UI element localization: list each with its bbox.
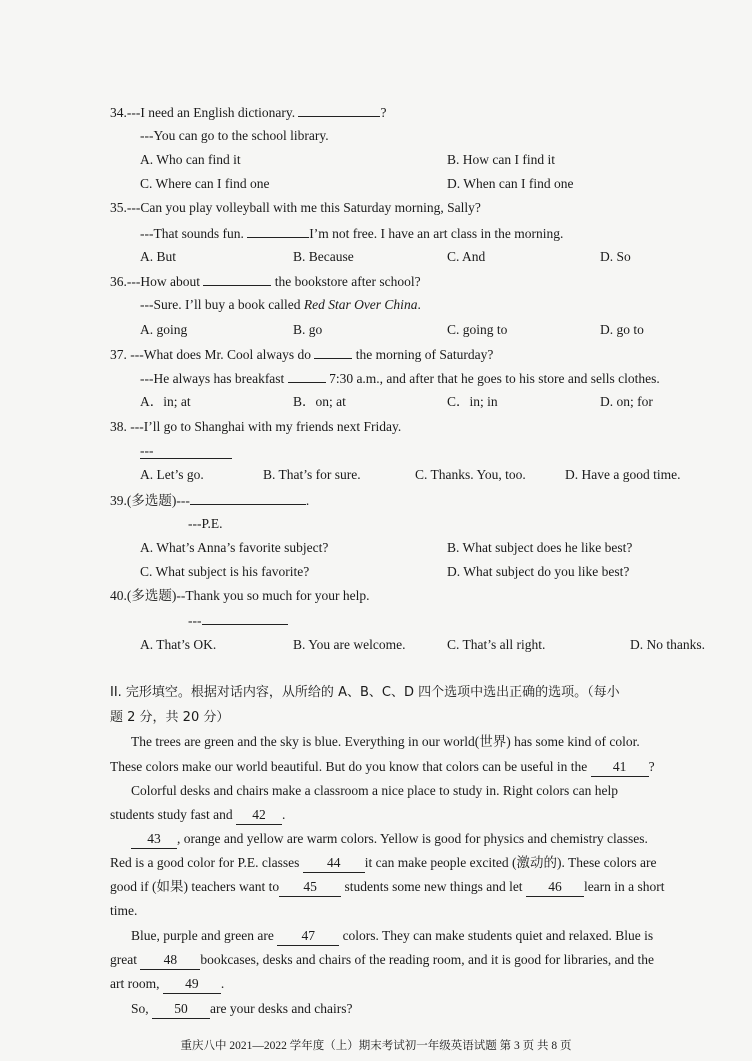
q40-blank[interactable]	[202, 611, 288, 625]
q36-option-d[interactable]: D. go to	[600, 322, 644, 337]
blank-42[interactable]: 42	[236, 806, 282, 825]
q38-option-d[interactable]: D. Have a good time.	[565, 467, 681, 482]
passage-p4-line1: Blue, purple and green are 47 colors. They can make students quiet and relaxed. Blue is	[131, 927, 653, 946]
q36-blank[interactable]	[203, 272, 271, 286]
q37-reply: ---He always has breakfast 7:30 a.m., and after that he goes to his store and sells clothes.	[140, 371, 660, 386]
q37-blank-2[interactable]	[288, 369, 326, 383]
blank-47[interactable]: 47	[277, 927, 339, 946]
q39-reply: ---P.E.	[188, 516, 223, 531]
q39-option-a[interactable]: A. What’s Anna’s favorite subject?	[140, 540, 329, 555]
q38-option-a[interactable]: A. Let’s go.	[140, 467, 204, 482]
q36-option-a[interactable]: A. going	[140, 322, 188, 337]
blank-44[interactable]: 44	[303, 854, 365, 873]
q39-blank[interactable]	[190, 491, 306, 505]
q38-reply: ---	[140, 443, 154, 458]
blank-50[interactable]: 50	[152, 1000, 210, 1019]
blank-46[interactable]: 46	[526, 878, 584, 897]
blank-49[interactable]: 49	[163, 975, 221, 994]
q35-reply: ---That sounds fun. I’m not free. I have an art class in the morning.	[140, 226, 564, 241]
passage-p4-line3: art room, 49 .	[110, 975, 722, 994]
q36-option-b[interactable]: B. go	[293, 322, 323, 337]
section-heading-line2: 题 2 分，共 20 分）	[110, 710, 230, 725]
passage-p3-line2: Red is a good color for P.E. classes 44 it can make people excited (激动的). These colors are	[110, 854, 722, 873]
q34-option-c[interactable]: C. Where can I find one	[140, 176, 270, 191]
q38-option-b[interactable]: B. That’s for sure.	[263, 467, 361, 482]
blank-48[interactable]: 48	[140, 951, 200, 970]
blank-41[interactable]: 41	[591, 758, 649, 777]
q40-option-a[interactable]: A. That’s OK.	[140, 637, 217, 652]
q36-stem: 36.---How about the bookstore after school?	[110, 274, 421, 289]
passage-p2-line1: Colorful desks and chairs make a classroom a nice place to study in. Right colors can help	[131, 783, 618, 798]
blank-45[interactable]: 45	[279, 878, 341, 897]
q35-blank[interactable]	[247, 224, 309, 238]
section-heading-line1: II. 完形填空。根据对话内容，从所给的 A、B、C、D 四个选项中选出正确的选项。（每小	[110, 685, 620, 700]
q35-option-d[interactable]: D. So	[600, 249, 631, 264]
q38-blank[interactable]	[140, 458, 232, 459]
q37-option-d[interactable]: D. on; for	[600, 394, 653, 409]
q38-option-c[interactable]: C. Thanks. You, too.	[415, 467, 526, 482]
q40-stem: 40.(多选题)--Thank you so much for your help.	[110, 588, 370, 603]
passage-p3-line1: 43 , orange and yellow are warm colors. Yellow is good for physics and chemistry classes.	[131, 830, 648, 849]
q37-option-a[interactable]: A．in; at	[140, 394, 191, 409]
q38-stem: 38. ---I’ll go to Shanghai with my friends next Friday.	[110, 419, 402, 434]
passage-p4-line2: great 48 bookcases, desks and chairs of the reading room, and it is good for libraries, and the	[110, 951, 722, 970]
q37-option-c[interactable]: C．in; in	[447, 394, 498, 409]
q35-stem: 35.---Can you play volleyball with me this Saturday morning, Sally?	[110, 200, 481, 215]
q34-stem: 34.---I need an English dictionary. ?	[110, 105, 387, 120]
q34-option-b[interactable]: B. How can I find it	[447, 152, 555, 167]
q34-option-a[interactable]: A. Who can find it	[140, 152, 241, 167]
q39-option-d[interactable]: D. What subject do you like best?	[447, 564, 630, 579]
q34-option-d[interactable]: D. When can I find one	[447, 176, 574, 191]
q39-option-b[interactable]: B. What subject does he like best?	[447, 540, 633, 555]
blank-43[interactable]: 43	[131, 830, 177, 849]
q39-option-c[interactable]: C. What subject is his favorite?	[140, 564, 310, 579]
q40-option-b[interactable]: B. You are welcome.	[293, 637, 406, 652]
passage-p5: So, 50 are your desks and chairs?	[131, 1000, 352, 1019]
q37-option-b[interactable]: B．on; at	[293, 394, 346, 409]
q40-option-d[interactable]: D. No thanks.	[630, 637, 705, 652]
q40-reply: ---	[188, 611, 288, 630]
q35-option-c[interactable]: C. And	[447, 249, 486, 264]
q36-option-c[interactable]: C. going to	[447, 322, 508, 337]
passage-p3-line3: good if (如果) teachers want to 45 students some new things and let 46 learn in a short	[110, 878, 722, 897]
page-footer: 重庆八中 2021—2022 学年度（上）期末考试初一年级英语试题 第 3 页 共 8 页	[180, 1040, 572, 1052]
q35-option-b[interactable]: B. Because	[293, 249, 354, 264]
q39-stem: 39.(多选题)--- .	[110, 493, 310, 508]
passage-p1-line2: These colors make our world beautiful. But do you know that colors can be useful in the 41 ?	[110, 758, 722, 777]
q35-option-a[interactable]: A. But	[140, 249, 177, 264]
passage-p3-line4: time.	[110, 903, 138, 918]
passage-p2-line2: students study fast and 42 .	[110, 806, 722, 825]
q37-blank-1[interactable]	[314, 345, 352, 359]
q37-stem: 37. ---What does Mr. Cool always do the morning of Saturday?	[110, 347, 494, 362]
book-title: Red Star Over China	[303, 297, 418, 312]
q36-reply: ---Sure. I’ll buy a book called Red Star Over China.	[140, 297, 421, 312]
q34-reply: ---You can go to the school library.	[140, 128, 329, 143]
q34-blank[interactable]	[298, 103, 380, 117]
q40-option-c[interactable]: C. That’s all right.	[447, 637, 546, 652]
passage-p1-line1: The trees are green and the sky is blue. Everything in our world(世界) has some kind of color.	[131, 734, 640, 749]
